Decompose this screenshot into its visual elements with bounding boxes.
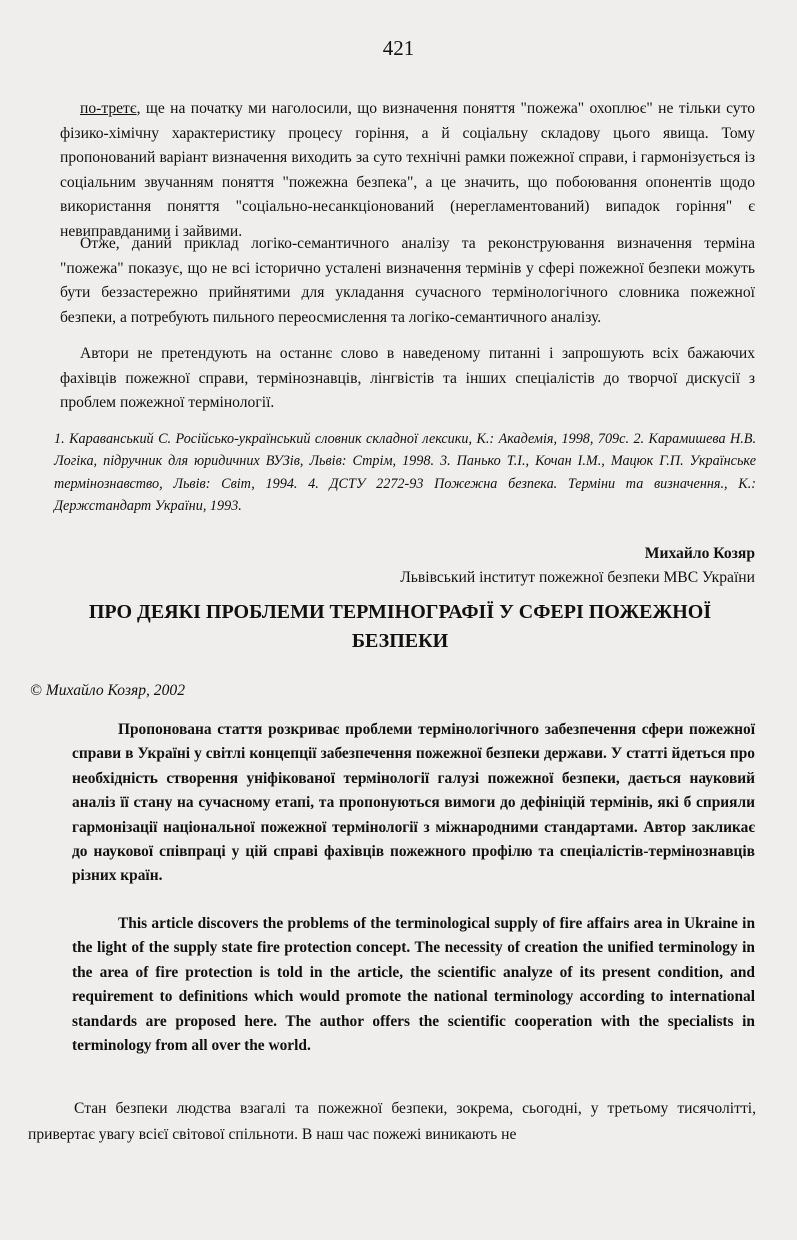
copyright-line: © Михайло Козяр, 2002 xyxy=(30,682,185,699)
reference-list: 1. Каравaнський С. Російсько-український словник складної лексики, К.: Академія, 1998, 709с. 2. Карамишева Н.В. Логіка, підручник для юридичних ВУЗів, Львів: Стрім, 1998. 3. Панько Т.І., Кочан І.М., Мацюк Г.П. Українське термінознавство, Львів: Світ, 1994. 4. ДСТУ 2272-93 Пожежна безпека. Терміни та визначення., К.: Держстандарт України, 1993. xyxy=(54,431,756,514)
intro-paragraph-1 xyxy=(60,97,755,245)
intro-paragraph-2: Отже, даний приклад логіко-семантичного аналізу та реконструювання визначення терміна "пожежа" показує, що не всі історично усталені визначення термінів у сфері пожежної безпеки можуть бути беззастережно прийнятими для укладання сучасного термінологічного словника пожежної безпеки, а потребують пильного переосмислення та логіко-семантичного аналізу. xyxy=(60,235,755,326)
article-body-paragraph: Стан безпеки людства взагалі та пожежної безпеки, зокрема, сьогодні, у третьому тисячолітті, привертає увагу всієї світової спільноти. В наш час пожежі виникають не xyxy=(28,1100,756,1143)
abstract-english: This article discovers the problems of the terminological supply of fire affairs area in Ukraine in the light of the supply state fire protection concept. The necessity of creation the unified terminology in the area of fire protection is told in the article, the scientific analyze of its present condition, and requirement to definitions which would promote the national terminology according to international standards are proposed here. The author offers the scientific cooperation with the specialists in terminology from all over the world. xyxy=(72,915,755,1055)
underlined-phrase: по-третє xyxy=(80,100,137,117)
article-title: ПРО ДЕЯКІ ПРОБЛЕМИ ТЕРМІНОГРАФІЇ У СФЕРІ ПОЖЕЖНОЇ БЕЗПЕКИ xyxy=(88,601,712,652)
abstract-ukrainian: Пропонована стаття розкриває проблеми термінологічного забезпечення сфери пожежної справи в Україні у світлі концепції забезпечення пожежної безпеки держави. У статті йдеться про необхідність створення уніфікованої термінології галузі пожежної безпеки, дається науковий аналіз її стану на сучасному етапі, та пропонуються вимоги до дефініцій термінів, які б сприяли гармонізації національної пожежної термінології з міжнародними стандартами. Автор закликає до наукової співпраці у цій справі фахівців пожежного профілю та спеціалістів-термінознавців різних країн. xyxy=(72,721,755,885)
author-affiliation: Львівський інститут пожежної безпеки МВС України xyxy=(400,569,755,586)
intro-paragraph-1-text: , ще на початку ми наголосили, що визначення поняття "пожежа" охоплює" не тільки суто фізико-хімічну характеристику процесу горіння, а й соціальну складову цього явища. Тому пропонований варіант визначення виходить за суто технічні рамки пожежної справи, і гармонізується із соціальним звучанням поняття "пожежна безпека", а це значить, що побоювання опонентів щодо використання поняття "соціально-несанкціонований (нерегламентований) випадок горіння" є невиправданими і зайвими. xyxy=(60,100,755,240)
author-block xyxy=(400,542,755,590)
author-name: Михайло Козяр xyxy=(644,545,755,562)
intro-paragraph-3: Автори не претендують на останнє слово в наведеному питанні і запрошують всіх бажаючих фахівців пожежної справи, термінознавців, лінгвістів та інших спеціалістів до творчої дискусії з проблем пожежної термінології. xyxy=(60,345,755,412)
page-number: 421 xyxy=(382,36,415,60)
article-body xyxy=(28,1096,756,1148)
